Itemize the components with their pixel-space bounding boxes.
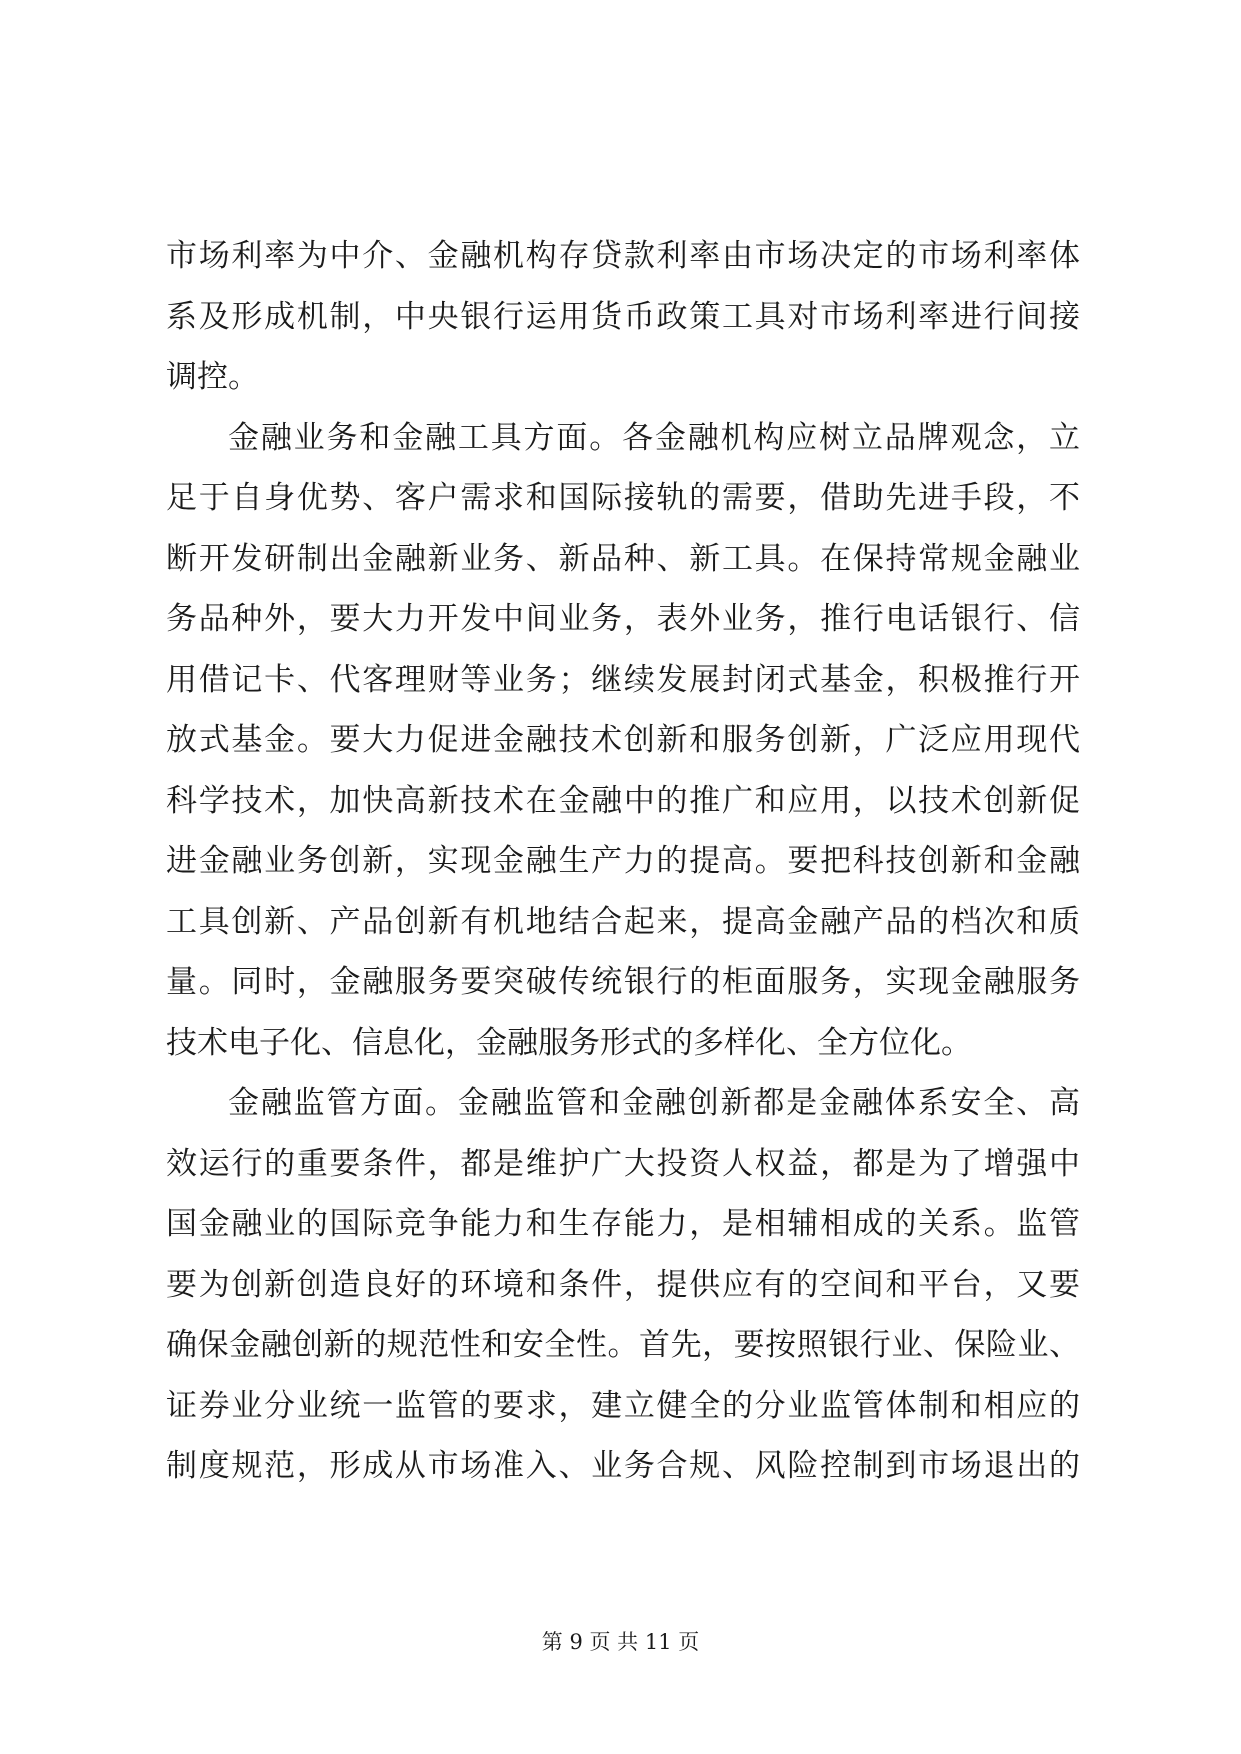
text-line: 放式基金。要大力促进金融技术创新和服务创新，广泛应用现代: [166, 722, 1080, 758]
text-line: 进金融业务创新，实现金融生产力的提高。要把科技创新和金融: [166, 843, 1080, 879]
text-line: 国金融业的国际竞争能力和生存能力，是相辅相成的关系。监管: [166, 1206, 1080, 1242]
text-line: 用借记卡、代客理财等业务；继续发展封闭式基金，积极推行开: [166, 661, 1080, 698]
text-line: 技术电子化、信息化，金融服务形式的多样化、全方位化。: [166, 1024, 972, 1061]
page-number-footer: 第 9 页 共 11 页: [541, 1630, 700, 1654]
text-line: 科学技术，加快高新技术在金融中的推广和应用，以技术创新促: [166, 782, 1080, 819]
text-line: 系及形成机制，中央银行运用货币政策工具对市场利率进行间接: [166, 298, 1080, 335]
text-line: 效运行的重要条件，都是维护广大投资人权益，都是为了增强中: [166, 1145, 1080, 1182]
text-line: 制度规范，形成从市场准入、业务合规、风险控制到市场退出的: [166, 1448, 1080, 1484]
text-line: 量。同时，金融服务要突破传统银行的柜面服务，实现金融服务: [166, 964, 1080, 1000]
body-text: [166, 226, 1080, 1497]
text-line: 调控。: [166, 359, 259, 395]
text-line: 要为创新创造良好的环境和条件，提供应有的空间和平台，又要: [166, 1266, 1080, 1303]
text-line: 市场利率为中介、金融机构存贷款利率由市场决定的市场利率体: [166, 238, 1080, 274]
text-line: 务品种外，要大力开发中间业务，表外业务，推行电话银行、信: [166, 601, 1080, 637]
text-line: 金融监管方面。金融监管和金融创新都是金融体系安全、高: [228, 1085, 1080, 1121]
text-line: 工具创新、产品创新有机地结合起来，提高金融产品的档次和质: [166, 903, 1080, 940]
text-line: 断开发研制出金融新业务、新品种、新工具。在保持常规金融业: [166, 540, 1080, 577]
text-line: 证券业分业统一监管的要求，建立健全的分业监管体制和相应的: [166, 1387, 1080, 1424]
text-line: 确保金融创新的规范性和安全性。首先，要按照银行业、保险业、: [166, 1327, 1080, 1363]
text-line: 金融业务和金融工具方面。各金融机构应树立品牌观念，立: [228, 419, 1080, 456]
text-line: 足于自身优势、客户需求和国际接轨的需要，借助先进手段，不: [166, 480, 1080, 516]
